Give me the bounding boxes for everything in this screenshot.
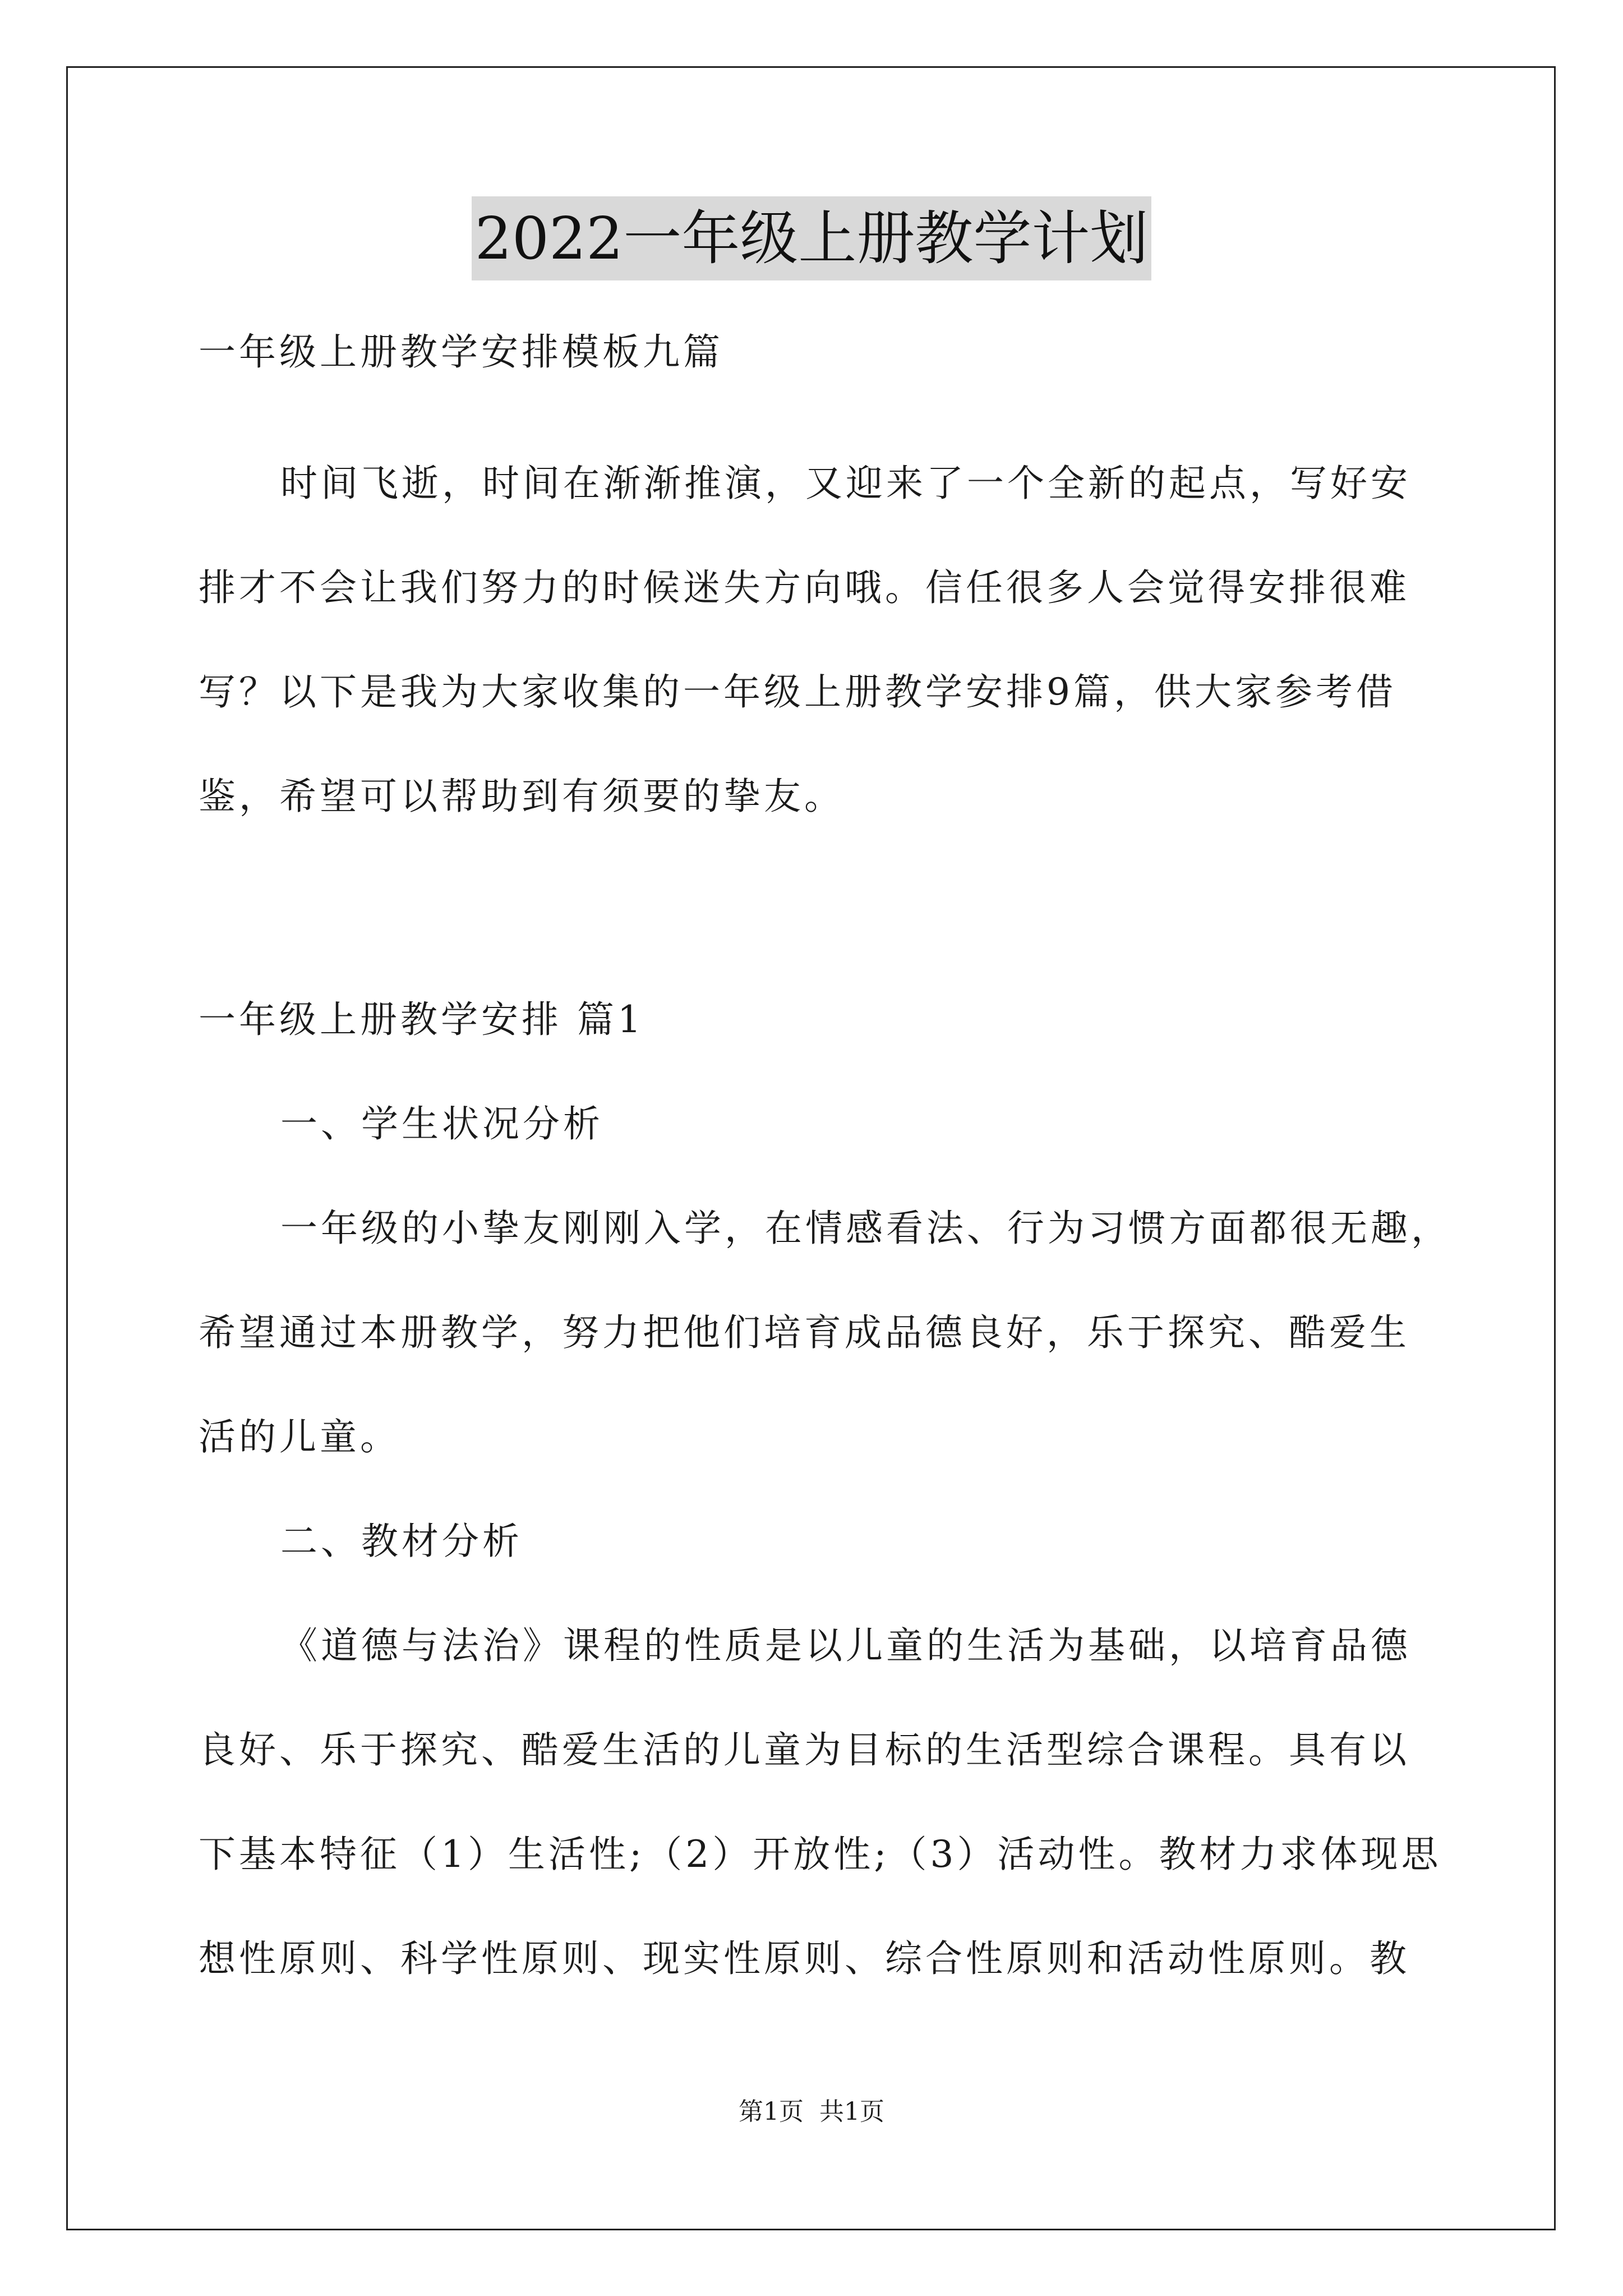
title-container: [0, 196, 1623, 280]
paragraph-line: 一年级的小挚友刚刚入学，在情感看法、行为习惯方面都很无趣，: [280, 1207, 1451, 1250]
page-total: 共1页: [819, 2097, 884, 2126]
document-title: 2022一年级上册教学计划: [472, 196, 1152, 280]
subsection-heading: 二、教材分析: [280, 1520, 523, 1563]
page-border: [66, 66, 1556, 2230]
paragraph-line: 活的儿童。: [199, 1415, 400, 1458]
paragraph-line: 希望通过本册教学，努力把他们培育成品德良好，乐于探究、酷爱生: [199, 1311, 1410, 1354]
document-subtitle: 一年级上册教学安排模板九篇: [199, 330, 723, 374]
page-footer: [0, 2095, 1623, 2129]
paragraph-line: 《道德与法治》课程的性质是以儿童的生活为基础，以培育品德: [280, 1624, 1411, 1667]
paragraph-line: 下基本特征（1）生活性;（2）开放性;（3）活动性。教材力求体现思: [199, 1833, 1442, 1876]
subsection-heading: 一、学生状况分析: [280, 1102, 603, 1145]
section-heading: 一年级上册教学安排 篇1: [199, 998, 644, 1041]
paragraph-line: 良好、乐于探究、酷爱生活的儿童为目标的生活型综合课程。具有以: [199, 1728, 1410, 1772]
paragraph-line: 鉴，希望可以帮助到有须要的挚友。: [199, 775, 845, 818]
paragraph-line: 写？以下是我为大家收集的一年级上册教学安排9篇，供大家参考借: [199, 670, 1396, 714]
paragraph-line: 想性原则、科学性原则、现实性原则、综合性原则和活动性原则。教: [199, 1937, 1410, 1980]
page-number: 第1页: [739, 2097, 804, 2126]
paragraph-line: 时间飞逝，时间在渐渐推演，又迎来了一个全新的起点，写好安: [280, 462, 1411, 505]
paragraph-line: 排才不会让我们努力的时候迷失方向哦。信任很多人会觉得安排很难: [199, 566, 1410, 609]
